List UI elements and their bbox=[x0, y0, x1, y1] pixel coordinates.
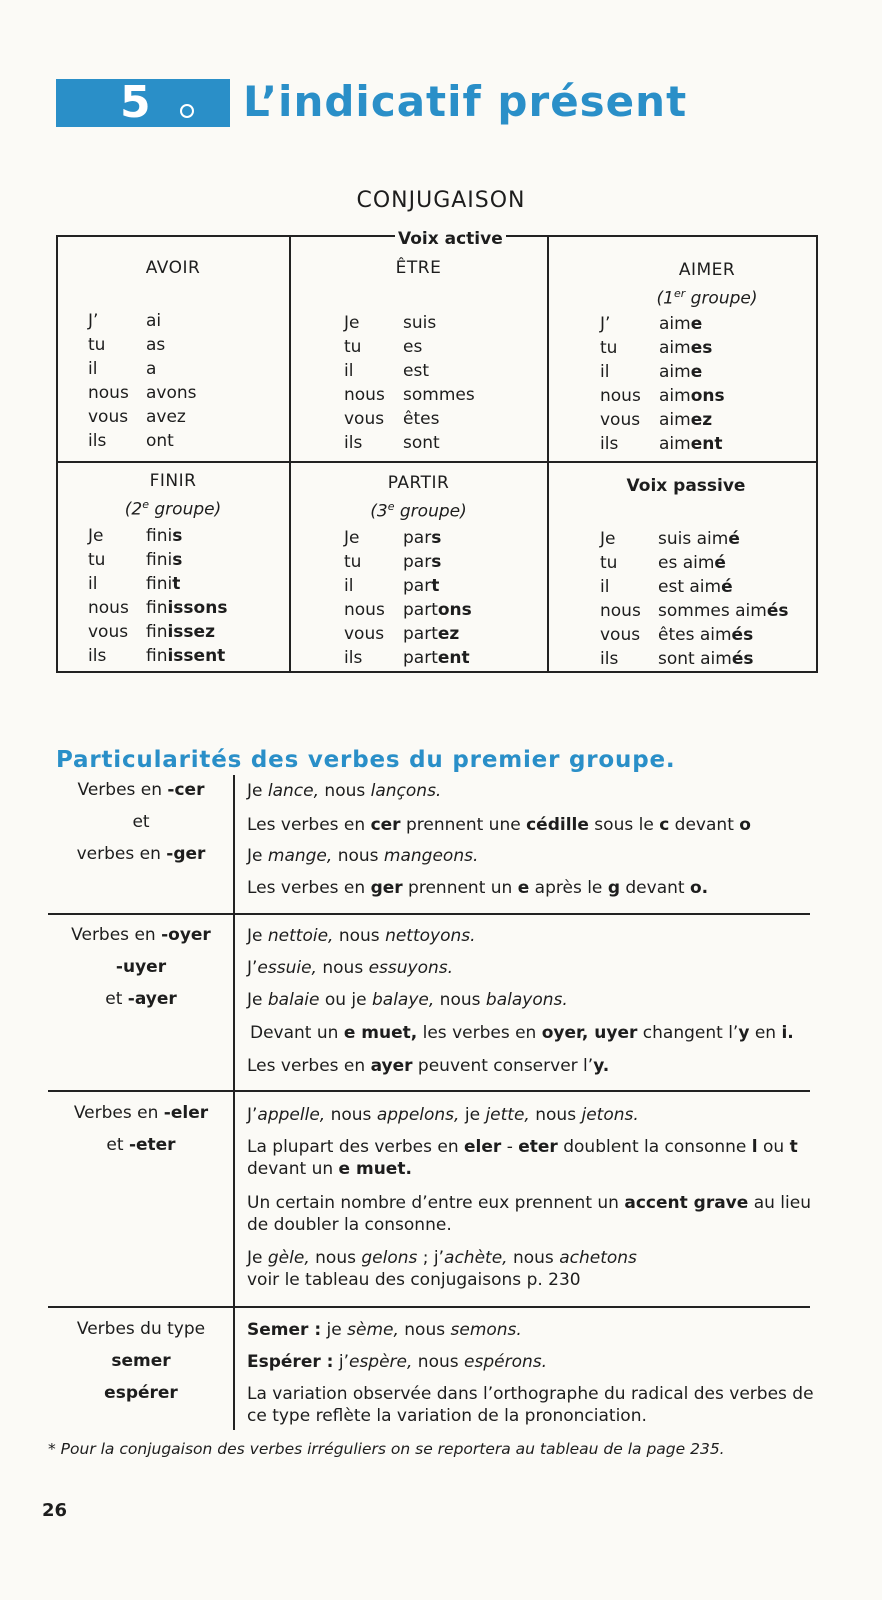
label-line: semer bbox=[111, 1351, 171, 1371]
verb-name: AVOIR bbox=[145, 258, 201, 278]
pronoun: Je bbox=[344, 313, 360, 333]
conjugation-row bbox=[344, 383, 475, 407]
verb-name: AIMER bbox=[678, 260, 736, 280]
verb-cell-etre bbox=[290, 256, 547, 280]
pronoun: nous bbox=[600, 601, 641, 621]
conjugation-row bbox=[600, 599, 788, 623]
chapter-number: 5 bbox=[120, 77, 151, 128]
pronoun: vous bbox=[88, 407, 129, 427]
verb-form: pars bbox=[403, 528, 442, 548]
pronoun: nous bbox=[88, 383, 129, 403]
verb-form: aime bbox=[659, 362, 703, 382]
conjugation-row bbox=[600, 312, 725, 336]
pronoun: ils bbox=[344, 648, 363, 668]
pronoun: vous bbox=[344, 409, 385, 429]
verb-form: finis bbox=[146, 526, 183, 546]
verb-group: (2e groupe) bbox=[124, 498, 222, 520]
rule-line: Les verbes en ger prennent un e après le g devant o. bbox=[247, 878, 709, 898]
verb-form: partez bbox=[403, 624, 460, 644]
conjugation-row bbox=[88, 429, 197, 453]
label-line: -uyer bbox=[115, 957, 167, 977]
pronoun: nous bbox=[344, 385, 385, 405]
verb-cell-passive bbox=[548, 474, 816, 498]
section-label-cer-ger bbox=[48, 774, 234, 870]
label-line: et -ayer bbox=[105, 989, 177, 1009]
section-label-semer-esperer bbox=[48, 1313, 234, 1409]
rule-line: Je lance, nous lançons. bbox=[247, 781, 442, 801]
verb-form: as bbox=[146, 335, 166, 355]
conjugation-row bbox=[600, 336, 725, 360]
verb-form: est aimé bbox=[658, 577, 733, 597]
conjugation-row bbox=[344, 359, 475, 383]
label-line: Verbes en -eler bbox=[73, 1103, 209, 1123]
pronoun: tu bbox=[344, 552, 362, 572]
table-column-divider bbox=[289, 235, 291, 672]
rule-line: Je nettoie, nous nettoyons. bbox=[247, 926, 476, 946]
label-line: Verbes du type bbox=[76, 1319, 206, 1339]
verb-form: avez bbox=[146, 407, 186, 427]
pronoun: nous bbox=[88, 598, 129, 618]
page-title: L’indicatif présent bbox=[243, 77, 688, 126]
pronoun: vous bbox=[600, 625, 641, 645]
label-line: Verbes en -cer bbox=[77, 780, 205, 800]
conjugation-row bbox=[344, 622, 472, 646]
label-line: et -eter bbox=[106, 1135, 176, 1155]
conjugation-title: CONJUGAISON bbox=[356, 188, 526, 213]
conjugation-row bbox=[344, 526, 472, 550]
pronoun: J’ bbox=[88, 311, 99, 331]
pronoun: il bbox=[600, 362, 610, 382]
conjugation-row bbox=[88, 596, 227, 620]
verb-name: Voix passive bbox=[626, 476, 746, 496]
pronoun: Je bbox=[88, 526, 104, 546]
verb-forms-partir bbox=[344, 526, 472, 670]
verb-cell-partir bbox=[290, 471, 547, 524]
section-divider bbox=[48, 1306, 810, 1308]
conjugation-row bbox=[344, 311, 475, 335]
pronoun: il bbox=[344, 361, 354, 381]
verb-name: PARTIR bbox=[387, 473, 450, 493]
conjugation-row bbox=[344, 598, 472, 622]
chapter-bullet-icon bbox=[180, 104, 194, 118]
verb-cell-aimer bbox=[548, 258, 816, 311]
verb-form: part bbox=[403, 576, 440, 596]
verb-forms-finir bbox=[88, 524, 227, 668]
verb-form: partons bbox=[403, 600, 472, 620]
label-line: verbes en -ger bbox=[76, 844, 206, 864]
label-line: espérer bbox=[104, 1383, 178, 1403]
verb-form: êtes aimés bbox=[658, 625, 754, 645]
verb-name: ÊTRE bbox=[395, 258, 442, 278]
pronoun: il bbox=[600, 577, 610, 597]
verb-form: ai bbox=[146, 311, 162, 331]
footnote: * Pour la conjugaison des verbes irréguliers on se reportera au tableau de la page 235. bbox=[48, 1440, 725, 1458]
pronoun: ils bbox=[88, 646, 107, 666]
verb-forms-aimer bbox=[600, 312, 725, 456]
pronoun: tu bbox=[88, 550, 106, 570]
table-right-border bbox=[816, 235, 818, 672]
verb-forms-passive bbox=[600, 527, 788, 671]
verb-form: suis bbox=[403, 313, 437, 333]
verb-form: es aimé bbox=[658, 553, 726, 573]
page-number: 26 bbox=[42, 1500, 68, 1521]
verb-group: (3e groupe) bbox=[370, 500, 467, 522]
verb-form: suis aimé bbox=[658, 529, 740, 549]
conjugation-row bbox=[88, 572, 227, 596]
verb-cell-finir bbox=[57, 469, 289, 522]
conjugation-row bbox=[88, 620, 227, 644]
conjugation-row bbox=[600, 575, 788, 599]
section-divider bbox=[48, 913, 810, 915]
rule-line: Semer : je sème, nous semons. bbox=[247, 1320, 522, 1340]
rule-line: Devant un e muet, les verbes en oyer, uyer changent l’y en i. bbox=[250, 1023, 794, 1043]
conjugation-row bbox=[600, 384, 725, 408]
conjugation-row bbox=[88, 548, 227, 572]
pronoun: ils bbox=[600, 434, 619, 454]
voice-active-label: Voix active bbox=[395, 228, 506, 250]
verb-form: sommes bbox=[403, 385, 475, 405]
conjugation-row bbox=[344, 335, 475, 359]
verb-form: partent bbox=[403, 648, 470, 668]
verb-form: es bbox=[403, 337, 423, 357]
label-line: Verbes en -oyer bbox=[71, 925, 211, 945]
conjugation-row bbox=[344, 431, 475, 455]
section-label-oyer-uyer-ayer bbox=[48, 919, 234, 1015]
pronoun: vous bbox=[344, 624, 385, 644]
pronoun: tu bbox=[88, 335, 106, 355]
rule-line: La plupart des verbes en eler - eter doublent la consonne l ou t devant un e muet. bbox=[247, 1137, 798, 1179]
conjugation-row bbox=[88, 309, 197, 333]
rule-line: J’appelle, nous appelons, je jette, nous jetons. bbox=[247, 1105, 639, 1125]
rule-line: Espérer : j’espère, nous espérons. bbox=[247, 1352, 548, 1372]
conjugation-row bbox=[344, 407, 475, 431]
verb-form: aimons bbox=[659, 386, 725, 406]
conjugation-row bbox=[600, 432, 725, 456]
verb-form: finissent bbox=[146, 646, 226, 666]
verb-form: sont aimés bbox=[658, 649, 754, 669]
conjugation-row bbox=[600, 623, 788, 647]
conjugation-row bbox=[88, 644, 227, 668]
verb-name: FINIR bbox=[149, 471, 197, 491]
conjugation-row bbox=[88, 357, 197, 381]
rule-line: Je mange, nous mangeons. bbox=[247, 846, 479, 866]
verb-form: aiment bbox=[659, 434, 723, 454]
rule-line: Un certain nombre d’entre eux prennent un accent grave au lieu de doubler la consonne. bbox=[247, 1193, 811, 1235]
pronoun: il bbox=[344, 576, 354, 596]
conjugation-row bbox=[344, 646, 472, 670]
verb-form: avons bbox=[146, 383, 197, 403]
conjugation-row bbox=[600, 360, 725, 384]
verb-form: finis bbox=[146, 550, 183, 570]
conjugation-row bbox=[88, 405, 197, 429]
verb-group: (1er groupe) bbox=[656, 287, 758, 309]
verb-form: finissez bbox=[146, 622, 215, 642]
pronoun: Je bbox=[344, 528, 360, 548]
verb-form: sommes aimés bbox=[658, 601, 789, 621]
pronoun: ils bbox=[344, 433, 363, 453]
verb-form: finit bbox=[146, 574, 181, 594]
table-bottom-border bbox=[56, 671, 818, 673]
pronoun: ils bbox=[600, 649, 619, 669]
verb-form: aime bbox=[659, 314, 703, 334]
verb-form: aimez bbox=[659, 410, 713, 430]
conjugation-row bbox=[344, 550, 472, 574]
pronoun: tu bbox=[600, 553, 618, 573]
pronoun: nous bbox=[600, 386, 641, 406]
pronoun: nous bbox=[344, 600, 385, 620]
verb-forms-avoir bbox=[88, 309, 197, 453]
conjugation-row bbox=[88, 524, 227, 548]
rule-line: Je gèle, nous gelons ; j’achète, nous achetons voir le tableau des conjugaisons p. 230 bbox=[247, 1248, 637, 1290]
verb-form: sont bbox=[403, 433, 440, 453]
verb-form: pars bbox=[403, 552, 442, 572]
pronoun: il bbox=[88, 574, 98, 594]
table-middle-border bbox=[56, 461, 818, 463]
verb-form: est bbox=[403, 361, 429, 381]
conjugation-row bbox=[88, 333, 197, 357]
label-line: et bbox=[132, 812, 150, 832]
pronoun: tu bbox=[344, 337, 362, 357]
verb-cell-avoir bbox=[57, 256, 289, 280]
conjugation-row bbox=[600, 551, 788, 575]
section-label-eler-eter bbox=[48, 1097, 234, 1161]
pronoun: Je bbox=[600, 529, 616, 549]
rule-line: La variation observée dans l’orthographe du radical des verbes de ce type reflète la variation de la prononciation. bbox=[247, 1384, 814, 1426]
pronoun: vous bbox=[600, 410, 641, 430]
verb-form: a bbox=[146, 359, 157, 379]
conjugation-row bbox=[88, 381, 197, 405]
verb-forms-etre bbox=[344, 311, 475, 455]
conjugation-row bbox=[600, 408, 725, 432]
conjugation-row bbox=[600, 647, 788, 671]
pronoun: vous bbox=[88, 622, 129, 642]
conjugation-row bbox=[600, 527, 788, 551]
pronoun: tu bbox=[600, 338, 618, 358]
section-title: Particularités des verbes du premier groupe. bbox=[56, 747, 676, 773]
pronoun: J’ bbox=[600, 314, 611, 334]
verb-form: ont bbox=[146, 431, 174, 451]
verb-form: êtes bbox=[403, 409, 440, 429]
verb-form: finissons bbox=[146, 598, 228, 618]
pronoun: il bbox=[88, 359, 98, 379]
pronoun: ils bbox=[88, 431, 107, 451]
conjugation-row bbox=[344, 574, 472, 598]
rule-line: Les verbes en cer prennent une cédille sous le c devant o bbox=[247, 815, 751, 835]
rule-line: J’essuie, nous essuyons. bbox=[247, 958, 454, 978]
verb-form: aimes bbox=[659, 338, 713, 358]
table-left-border bbox=[56, 235, 58, 672]
rule-line: Je balaie ou je balaye, nous balayons. bbox=[247, 990, 568, 1010]
section-divider bbox=[48, 1090, 810, 1092]
rule-line: Les verbes en ayer peuvent conserver l’y. bbox=[247, 1056, 610, 1076]
